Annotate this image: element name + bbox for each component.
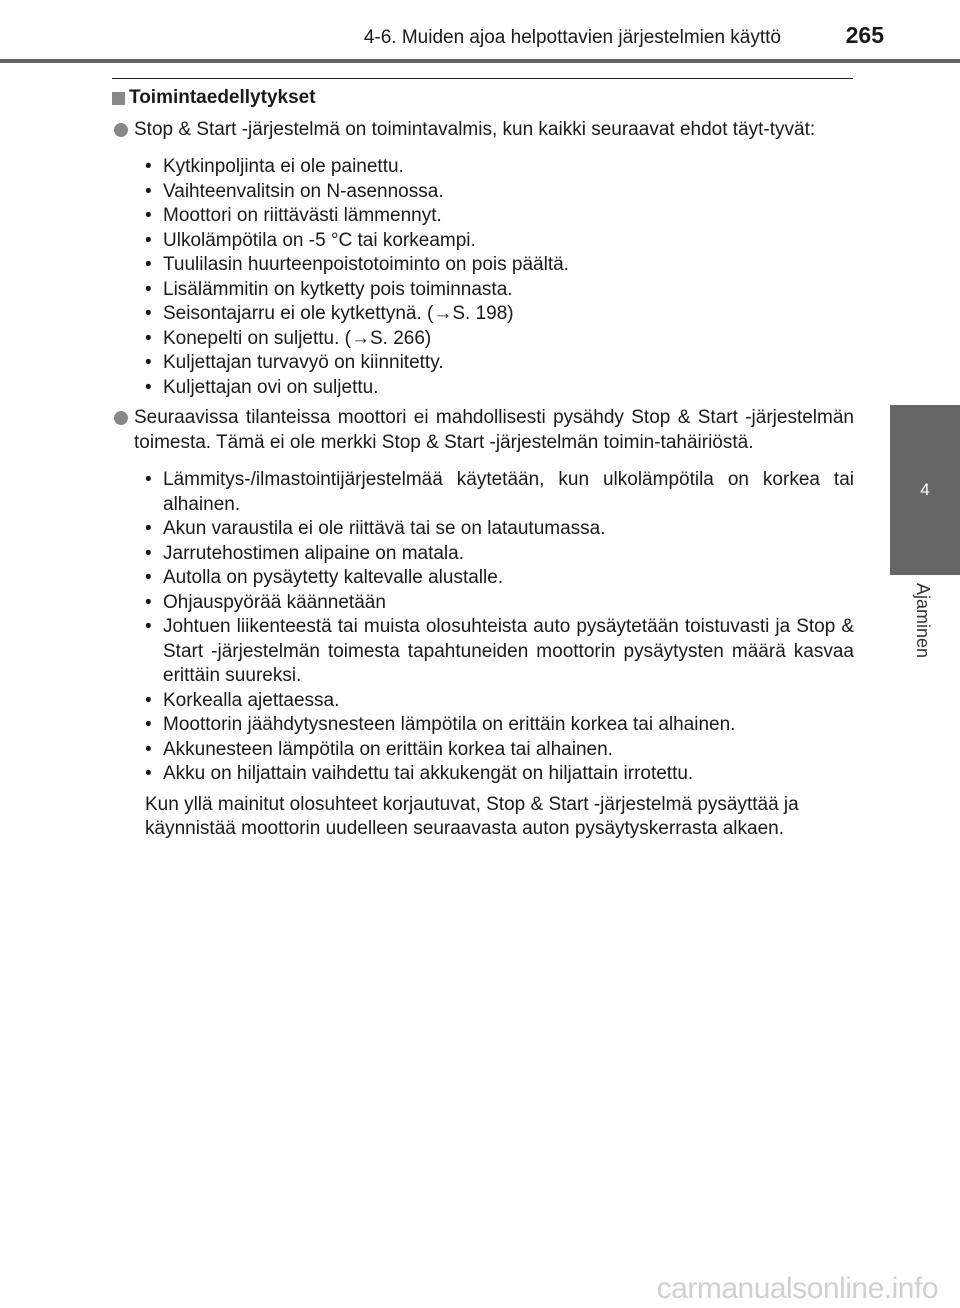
list-item: • Akkunesteen lämpötila on erittäin korkea tai alhainen.	[145, 738, 854, 763]
list-item: • Ulkolämpötila on -5 °C tai korkeampi.	[145, 229, 854, 254]
condition-item	[112, 118, 854, 143]
list-item: • Kuljettajan ovi on suljettu.	[145, 376, 854, 401]
footer-watermark[interactable]: carmanualsonline.info	[656, 1272, 938, 1305]
list-item: • Kytkinpoljinta ei ole painettu.	[145, 155, 854, 180]
page-number: 265	[845, 22, 884, 48]
list-item: • Moottori on riittävästi lämmennyt.	[145, 204, 854, 229]
list-item: • Seisontajarru ei ole kytkettynä. (→S. 198)	[145, 302, 854, 327]
list-item: • Autolla on pysäytetty kaltevalle alustalle.	[145, 566, 854, 591]
circle-bullet-icon	[114, 123, 128, 137]
condition-item	[112, 406, 854, 455]
bullet-list	[112, 155, 854, 400]
list-item: • Moottorin jäähdytysnesteen lämpötila on erittäin korkea tai alhainen.	[145, 713, 854, 738]
chapter-tab[interactable]	[890, 405, 960, 575]
header-rule	[0, 59, 960, 63]
section-rule	[112, 78, 853, 79]
header-section-title: 4-6. Muiden ajoa helpottavien järjestelmien käyttö	[363, 27, 781, 48]
list-item: • Vaihteenvalitsin on N-asennossa.	[145, 180, 854, 205]
section-heading-text: Toimintaedellytykset	[129, 87, 316, 108]
list-item: • Korkealla ajettaessa.	[145, 689, 854, 714]
list-item: • Johtuen liikenteestä tai muista olosuhteista auto pysäytetään toistuvasti ja Stop & Start -järjestelmän toimesta tapahtuneiden moottorin pysäytysten määrä kasvaa erittäin suureksi.	[145, 615, 854, 689]
condition-item-text: Seuraavissa tilanteissa moottori ei mahdollisesti pysähdy Stop & Start -järjestelmän toimesta. Tämä ei ole merkki Stop & Start -järjestelmän toimin-tahäiriöstä.	[134, 407, 854, 453]
list-item: • Lisälämmitin on kytketty pois toiminnasta.	[145, 278, 854, 303]
square-bullet-icon	[112, 92, 125, 105]
closing-note: Kun yllä mainitut olosuhteet korjautuvat, Stop & Start -järjestelmä pysäyttää ja käynnistää moottorin uudelleen seuraavasta auton pysäytyskerrasta alkaen.	[145, 793, 799, 839]
list-item: • Tuulilasin huurteenpoistotoiminto on pois päältä.	[145, 253, 854, 278]
list-item: • Lämmitys-/ilmastointijärjestelmää käytetään, kun ulkolämpötila on korkea tai alhainen.	[145, 468, 854, 517]
bullet-list	[112, 468, 854, 787]
list-item: • Akun varaustila ei ole riittävä tai se on latautumassa.	[145, 517, 854, 542]
condition-item-text: Stop & Start -järjestelmä on toimintavalmis, kun kaikki seuraavat ehdot täyt-tyvät:	[134, 118, 816, 140]
list-item: • Konepelti on suljettu. (→S. 266)	[145, 327, 854, 352]
page-content	[112, 86, 854, 842]
list-item: • Ohjauspyörää käännetään	[145, 591, 854, 616]
chapter-label-tab	[890, 575, 960, 760]
list-item: • Jarrutehostimen alipaine on matala.	[145, 542, 854, 567]
chapter-label: Ajaminen	[913, 583, 933, 659]
chapter-number: 4	[920, 480, 930, 499]
circle-bullet-icon	[114, 411, 128, 425]
section-heading	[112, 86, 854, 111]
list-item: • Akku on hiljattain vaihdettu tai akkukengät on hiljattain irrotettu.	[145, 762, 854, 787]
list-item: • Kuljettajan turvavyö on kiinnitetty.	[145, 351, 854, 376]
